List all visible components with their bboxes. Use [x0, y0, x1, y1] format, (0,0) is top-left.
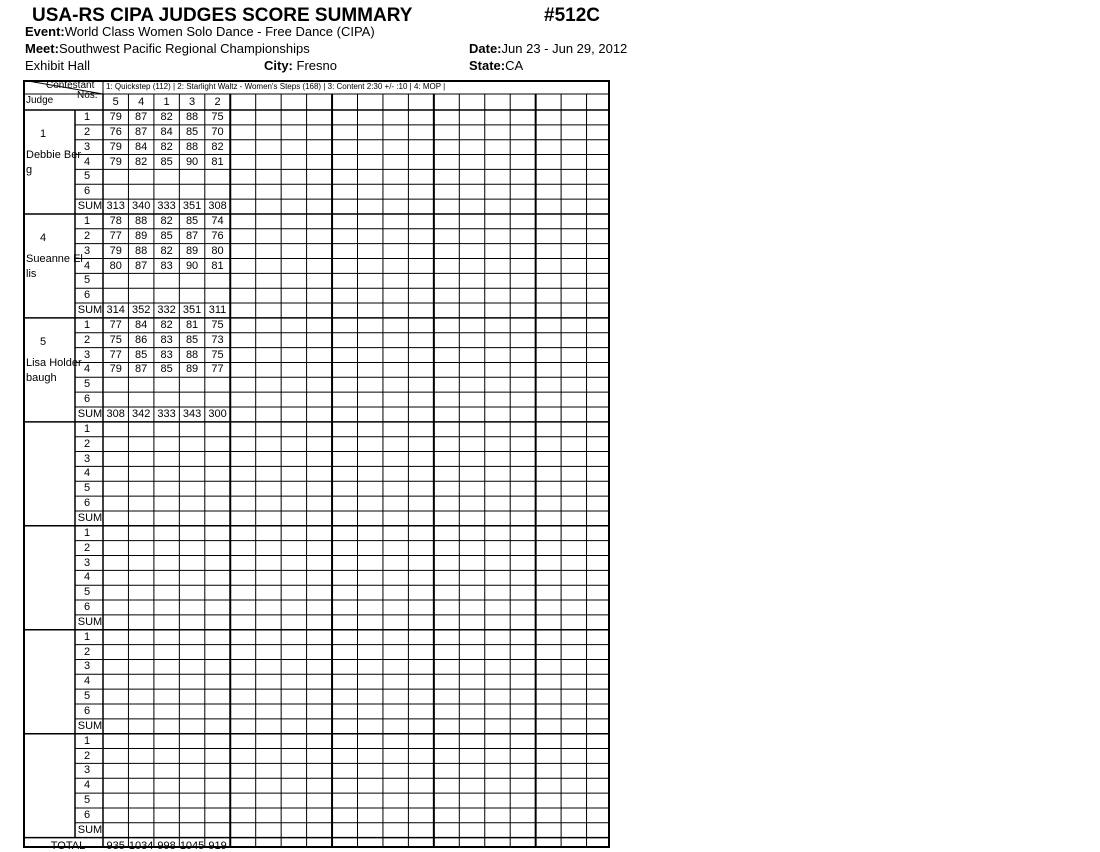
row-label: 2: [83, 749, 91, 762]
score-cell: 82: [135, 155, 148, 168]
score-cell: 87: [135, 363, 148, 376]
score-cell: 85: [160, 363, 173, 376]
score-cell: 88: [135, 244, 148, 257]
score-cell: 83: [160, 333, 173, 346]
row-label: 3: [83, 660, 91, 673]
sum-label: SUM: [77, 304, 103, 317]
score-cell: 82: [160, 318, 173, 331]
score-cell: 82: [160, 214, 173, 227]
row-label: 2: [83, 333, 91, 346]
score-cell: 76: [109, 125, 122, 138]
row-label: 2: [83, 229, 91, 242]
contestant-number: 1: [163, 96, 170, 108]
event-line: [25, 25, 375, 38]
total-cell: 1034: [128, 839, 154, 852]
event-label: Event:: [25, 24, 65, 39]
score-cell: 77: [109, 318, 122, 331]
date-label: Date:: [469, 41, 502, 56]
score-cell: 88: [135, 214, 148, 227]
total-label: TOTAL: [50, 839, 86, 852]
row-label: 6: [83, 289, 91, 302]
judge-number: 1: [39, 128, 47, 140]
score-cell: 81: [211, 155, 224, 168]
contestant-number: 2: [214, 96, 221, 108]
row-label: 1: [83, 318, 91, 331]
score-cell: 80: [109, 259, 122, 272]
score-cell: 76: [211, 229, 224, 242]
date-line: [469, 42, 627, 55]
city-line: [264, 59, 337, 72]
meet-label: Meet:: [25, 41, 59, 56]
judge-name: Debbie Berg: [26, 149, 82, 176]
venue: Exhibit Hall: [25, 58, 91, 73]
score-cell: 87: [185, 229, 199, 242]
row-label: 4: [83, 259, 91, 272]
score-cell: 82: [160, 140, 173, 153]
judge-name: Lisa Holderbaugh: [26, 356, 82, 384]
sum-cell: 333: [157, 200, 176, 213]
row-label: 4: [83, 779, 91, 792]
row-label: 1: [83, 214, 91, 227]
score-cell: 75: [109, 333, 122, 346]
score-cell: 89: [185, 244, 199, 257]
score-cell: 86: [135, 333, 148, 346]
row-label: 5: [83, 378, 91, 391]
sum-label: SUM: [77, 200, 103, 213]
score-cell: 77: [109, 229, 122, 242]
score-cell: 77: [109, 348, 122, 361]
score-cell: 82: [211, 140, 224, 153]
score-cell: 85: [185, 214, 199, 227]
row-label: 4: [83, 571, 91, 584]
row-label: 3: [83, 244, 91, 257]
score-cell: 87: [135, 259, 148, 272]
score-cell: 85: [160, 229, 173, 242]
row-label: 5: [83, 482, 91, 495]
score-cell: 73: [211, 333, 224, 346]
score-cell: 83: [160, 259, 173, 272]
row-label: 2: [83, 645, 91, 658]
score-cell: 85: [185, 333, 199, 346]
score-table: [23, 80, 610, 852]
event-value: World Class Women Solo Dance - Free Dance (CIPA): [64, 24, 375, 39]
score-cell: 81: [185, 318, 199, 331]
contestant-number: 3: [189, 96, 196, 108]
sum-cell: 342: [131, 408, 151, 420]
sum-cell: 351: [182, 200, 202, 213]
sum-label: SUM: [77, 615, 103, 628]
row-label: 3: [83, 452, 91, 465]
judge-number: 5: [39, 335, 47, 348]
row-label: 2: [83, 437, 91, 450]
row-label: 1: [83, 526, 91, 539]
score-cell: 75: [211, 348, 224, 361]
row-label: 1: [83, 734, 91, 747]
contestant-number: 4: [138, 96, 145, 108]
state-label: State:: [469, 58, 506, 73]
sum-cell: 340: [131, 200, 151, 213]
row-label: 6: [83, 705, 91, 717]
score-cell: 88: [185, 348, 199, 361]
sum-cell: 352: [131, 304, 151, 317]
score-cell: 82: [160, 244, 173, 257]
row-label: 4: [83, 155, 91, 168]
sum-cell: 308: [106, 408, 125, 420]
row-label: 3: [83, 556, 91, 569]
score-cell: 89: [135, 229, 148, 242]
score-cell: 74: [211, 214, 224, 227]
sum-cell: 314: [106, 304, 125, 317]
row-label: 5: [83, 690, 91, 703]
sum-cell: 313: [106, 200, 125, 213]
row-label: 4: [83, 363, 91, 376]
score-cell: 85: [185, 125, 199, 138]
sum-cell: 333: [157, 408, 176, 420]
judge-label: Judge: [26, 95, 54, 106]
sum-label: SUM: [77, 511, 103, 524]
table-grid: [23, 80, 610, 848]
score-cell: 70: [211, 125, 224, 138]
score-cell: 80: [211, 244, 224, 257]
row-label: 6: [83, 393, 91, 406]
score-cell: 89: [185, 363, 199, 376]
city-value: Fresno: [296, 58, 337, 73]
sum-cell: 300: [208, 408, 227, 420]
state-value: CA: [505, 58, 524, 73]
row-label: 6: [83, 497, 91, 510]
row-label: 1: [83, 630, 91, 643]
score-cell: 75: [211, 318, 224, 331]
row-label: 5: [83, 170, 91, 183]
score-cell: 78: [109, 214, 122, 227]
sum-cell: 308: [208, 200, 227, 213]
meet-value: Southwest Pacific Regional Championships: [58, 41, 310, 56]
score-cell: 90: [185, 155, 199, 168]
row-label: 2: [83, 541, 91, 554]
score-cell: 79: [109, 111, 122, 123]
scoring-legend: 1: Quickstep (112) | 2: Starlight Waltz - Women's Steps (168) | 3: Content 2:30 +/- :10 | 4: MOP |: [106, 82, 446, 91]
row-label: 4: [83, 675, 91, 688]
judge-name: Sueanne Ellis: [26, 252, 83, 280]
score-cell: 79: [109, 140, 122, 153]
row-label: 5: [83, 586, 91, 599]
score-cell: 82: [160, 111, 173, 123]
total-cell: 1045: [179, 839, 205, 852]
judge-number: 4: [39, 231, 47, 244]
score-cell: 75: [211, 111, 224, 123]
score-cell: 84: [160, 125, 173, 138]
row-label: 3: [83, 764, 91, 777]
score-cell: 79: [109, 155, 122, 168]
score-cell: 84: [135, 318, 148, 331]
score-cell: 79: [109, 363, 122, 376]
score-cell: 88: [185, 111, 199, 123]
contestant-number: 5: [112, 96, 119, 108]
score-cell: 88: [185, 140, 199, 153]
sum-cell: 343: [182, 408, 202, 420]
report-code: #512C: [544, 5, 600, 26]
row-label: 3: [83, 348, 91, 361]
sum-cell: 351: [182, 304, 202, 317]
report-title: USA-RS CIPA JUDGES SCORE SUMMARY: [32, 5, 413, 26]
total-cell: 998: [157, 839, 176, 852]
score-cell: 77: [211, 363, 224, 376]
nos-label: Nos.: [77, 90, 98, 101]
score-cell: 87: [135, 125, 148, 138]
row-label: 6: [83, 601, 91, 614]
score-cell: 85: [135, 348, 148, 361]
table-border: [24, 81, 609, 847]
contestant-label: Contestant: [46, 80, 95, 91]
row-label: 1: [83, 111, 91, 123]
sum-cell: 332: [157, 304, 176, 317]
total-cell: 919: [208, 839, 227, 852]
score-cell: 81: [211, 259, 224, 272]
state-line: [469, 59, 523, 72]
city-label: City:: [264, 58, 293, 73]
score-cell: 83: [160, 348, 173, 361]
row-label: 5: [83, 274, 91, 287]
sum-cell: 311: [208, 304, 227, 317]
row-label: 3: [83, 140, 91, 153]
row-label: 5: [83, 794, 91, 807]
sum-label: SUM: [77, 719, 103, 732]
score-cell: 85: [160, 155, 173, 168]
row-label: 1: [83, 422, 91, 435]
sum-label: SUM: [77, 408, 103, 420]
score-cell: 90: [185, 259, 199, 272]
score-cell: 87: [135, 111, 148, 123]
total-cell: 935: [106, 839, 125, 852]
score-cell: 84: [135, 140, 148, 153]
meet-line: [25, 42, 310, 55]
sum-label: SUM: [77, 823, 103, 836]
row-label: 4: [83, 467, 91, 480]
row-label: 6: [83, 185, 91, 198]
row-label: 6: [83, 808, 91, 821]
row-label: 2: [83, 125, 91, 138]
score-cell: 79: [109, 244, 122, 257]
date-value: Jun 23 - Jun 29, 2012: [501, 41, 628, 56]
